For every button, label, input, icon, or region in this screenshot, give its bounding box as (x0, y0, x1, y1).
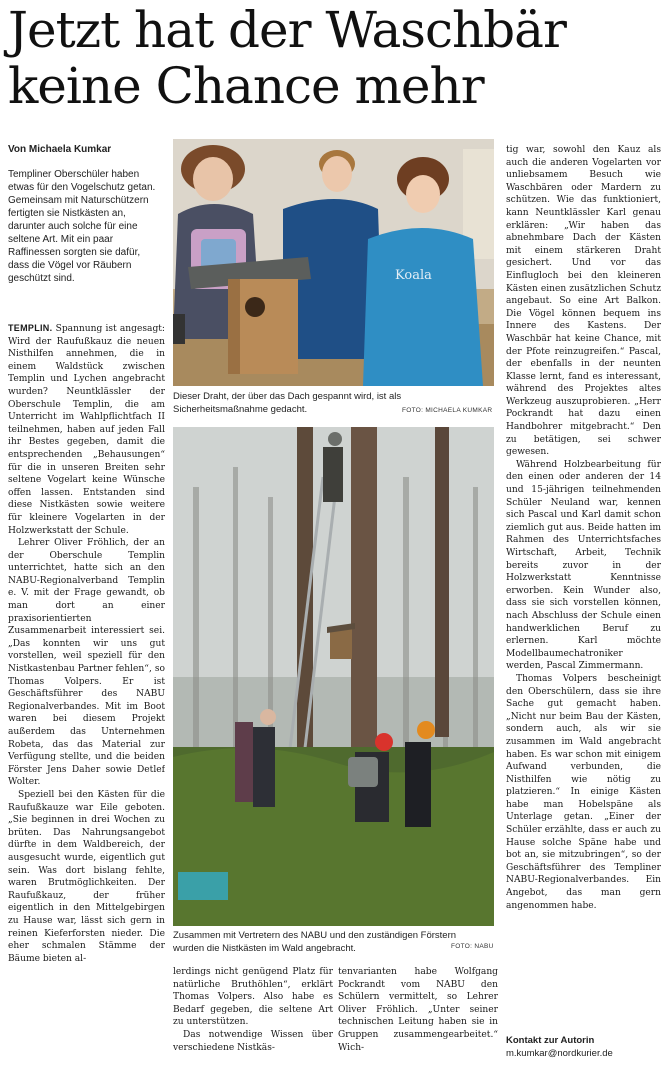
paragraph-5: Das notwendige Wissen über verschiedene Nistkäs- (173, 1029, 333, 1053)
paragraph-8: Während Holzbearbeitung für den einen oder anderen der 14 und 15-jährigen teilnehmenden Schüler Neuland war, kennen sich Pascal und Karl damit schon ziemlich gut aus. Beide hatten im Rahmen des Unterrichtsfaches Wirtschaft, Arbeit, Technik bereits zuvor in der Holzwerkstatt Kenntnisse erworben. Kein Wunder also, dass sie sich vorstellen können, nach Abschluss der Schule einen handwerklichen Beruf zu erlernen. Karl möchte Modellbaumechatroniker werden, Pascal Zimmermann. (506, 459, 661, 672)
headline (8, 2, 663, 114)
article-column-3 (338, 966, 498, 1068)
headline-line-2: keine Chance mehr (8, 57, 484, 115)
article-column-1 (8, 322, 165, 1067)
photo-2-credit: FOTO: NABU (451, 943, 494, 950)
headline-line-1: Jetzt hat der Waschbär (8, 1, 566, 59)
paragraph-6: tenvarianten habe Wolfgang Pockrandt vom NABU den Schülern vermittelt, so Lehrer Oliver Fröhlich. „Unter seiner technischen Leitung haben sie in Gruppen zusammengearbeitet.“ Wich- (338, 967, 498, 1053)
photo-2-caption: Zusammen mit Vertretern des NABU und den zuständigen Förstern wurden die Nistkästen im Wald angebracht. (173, 930, 457, 954)
paragraph-2: Lehrer Oliver Fröhlich, der an der Oberschule Templin unterrichtet, hatte sich an den NABU-Regionalverband Templin e. V. mit der Frage gewandt, ob man dort an einer praxisorientierten Zusammenarbeit interessiert sei. „Das konnten wir uns gut vorstellen, weil speziell für den Nistkastenbau Partner fehlen“, so Thomas Volpers. Er ist Geschäftsführer des NABU Regionalverbandes. Mit im Boot waren bei diesem Projekt außerdem das Unternehmen Robeta, das das Material zur Verfügung stellte, und die beiden Förster Jens Daher sowie Detlef Wolter. (8, 538, 165, 788)
article-column-2 (173, 966, 333, 1068)
byline: Von Michaela Kumkar (8, 144, 112, 155)
photo-1-caption: Dieser Draht, der über das Dach gespannt wird, ist als Sicherheitsmaßnahme gedacht. (173, 391, 402, 415)
contact-email: m.kumkar@nordkurier.de (506, 1048, 613, 1059)
photo-forest-installation (173, 427, 494, 926)
photo-students-illustration (173, 139, 494, 386)
paragraph-7: tig war, sowohl den Kauz als auch die anderen Vogelarten vor unliebsamem Besuch wie Waschbären oder Mardern zu schützen. Wie das funktioniert, kann Neuntklässler Karl genau erklären: „Wir haben das abnehmbare Dach der Kästen mit einem stärkeren Draht gesichert. Und vor das Einflugloch bei den kleineren Kästen einen zusätzlichen Schutz angebaut. So eine Art Balkon. Die Vögel können bequem ins Innere des Kastens. Der Waschbär hat keine Chance, mit der Pfote reinzugreifen.“ Pascal, der ebenfalls in der neunten Klasse lernt, fand es interessant, während des Projektes altes Werkzeug auszuprobieren. „Herr Pockrandt hat dazu einen Handbohrer mitgebracht.“ Den zu betätigen, sei schwer gewesen. (506, 145, 661, 458)
hoodie-print: Koala (395, 268, 432, 283)
paragraph-4: lerdings nicht genügend Platz für natürliche Bruthöhlen“, erklärt Thomas Volpers. Also habe es Bedarf gegeben, die seltene Art zu unterstützen. (173, 967, 333, 1028)
contact-label: Kontakt zur Autorin (506, 1035, 595, 1046)
paragraph-1 (8, 322, 165, 537)
paragraph-9: Thomas Volpers bescheinigt den Oberschülern, dass sie ihre Sache gut gemacht haben. „Nicht nur beim Bau der Kästen, sondern auch, als wir sie zusammen im Wald angebracht haben. Es war schon mit einigem Aufwand verbunden, die Nisthilfen wie nötig zu platzieren.“ In einige Kästen habe man Hobelspäne als Unterlage getan. „Einer der Schüler erzählte, dass er auch zu Hause solche Späne habe und bot an, sie mitzubringen“, so der Geschäftsführer des Templiner NABU-Regionalverbandes. Ein Angebot, das man gern angenommen habe. (506, 673, 661, 911)
paragraph-1-text: Spannung ist angesagt: Wird der Raufußkauz die neuen Nisthilfen annehmen, die in einem Waldstück zwischen Templin und Lychen angebracht wurden? Neuntklässler der Oberschule Templin, die am Unterricht im Wahlpflichtfach II teilnehmen, haben auf jeden Fall ihr Bestes gegeben, damit die entsprechenden „Behausungen“ für die in unseren Breiten sehr seltene Vogelart keine Wünsche offen lassen. Entstanden sind diese Nistkästen sowie weitere für kleinere Vogelarten in der Holzwerkstatt der Schule. (8, 324, 165, 536)
teaser: Templiner Oberschüler haben etwas für den Vogelschutz getan. Gemeinsam mit Naturschützern fertigten sie Nistkästen an, darunter auch solche für eine seltene Art. Mit ein paar Raffinessen sorgten sie dafür, dass die Vögel vor Räubern geschützt sind. (8, 169, 156, 284)
dateline: TEMPLIN. (8, 323, 53, 333)
paragraph-3: Speziell bei den Kästen für die Raufußkauze war Eile geboten. „Sie beginnen in drei Wochen zu brüten. Das Nahrungsangebot dürfte in dem Waldbereich, der ausgesucht wurde, eigentlich gut sein. Was dort bislang fehlte, waren Brutmöglichkeiten. Der Raufußkauz, der früher eigentlich in den Mittelgebirgen zu Hause war, lässt sich gern in reinen Kieferforsten nieder. Die eher schmalen Stämme der Bäume bieten al- (8, 789, 165, 964)
photo-students-nestbox (173, 139, 494, 386)
photo-1-credit: FOTO: MICHAELA KUMKAR (402, 407, 493, 414)
article-column-4 (506, 144, 661, 1006)
author-contact (506, 1035, 661, 1059)
photo-forest-illustration (173, 427, 494, 926)
